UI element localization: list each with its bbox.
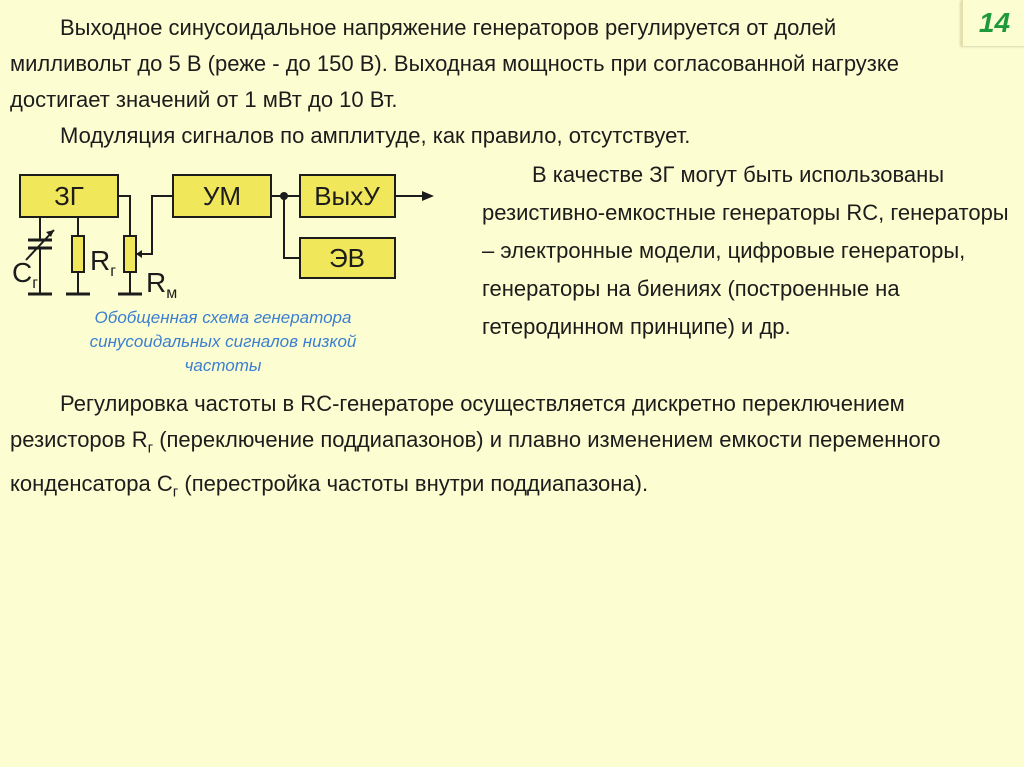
wire-node-to-ev (284, 196, 300, 258)
block-label-zg: ЗГ (54, 181, 84, 211)
paragraph-generator-types (482, 156, 1012, 346)
resistor-rm (124, 236, 136, 272)
paragraph-output-voltage (10, 10, 960, 118)
paragraph-modulation (10, 118, 960, 154)
paragraph-text: Регулировка частоты в RC-генераторе осуществляется дискретно переключением резисторов R (10, 391, 905, 452)
block-label-ev: ЭВ (328, 243, 366, 273)
paragraph-text: (переключение поддиапазонов) и плавно изменением емкости переменного конденсатора C (10, 427, 941, 497)
subscript: г (147, 439, 154, 457)
wire-rm-to-um (136, 196, 173, 254)
diagram-caption: Обобщенная схема генератора синусоидальных сигналов низкой частоты (89, 308, 357, 375)
block-label-um: УМ (202, 181, 242, 211)
block-label-vyhu: ВыхУ (314, 181, 380, 211)
paragraph-frequency-control (10, 386, 1010, 511)
label-rm: $R_м$ (146, 267, 178, 302)
output-arrow (422, 191, 434, 201)
junction-node (280, 192, 288, 200)
wire-zg-to-rm (118, 196, 130, 236)
paragraph-text: Выходное синусоидальное напряжение генераторов регулируется от долей милливольт до 5 В (реже - до 150 В). Выходная мощность при согласованной нагрузке достигает значений от 1 мВт до 10 Вт. (10, 15, 900, 112)
paragraph-text: Модуляция сигналов по амплитуде, как правило, отсутствует. (60, 123, 691, 148)
subscript: г (172, 483, 179, 501)
label-cg: $C_г$ (12, 257, 39, 292)
label-rg: $R_г$ (90, 245, 117, 280)
resistor-rg (72, 236, 84, 272)
generator-block-diagram (0, 160, 480, 310)
page-number: 14 (961, 0, 1024, 46)
paragraph-text: В качестве ЗГ могут быть использованы резистивно-емкостные генераторы RC, генераторы – электронные модели, цифровые генераторы, генераторы на биениях (построенные на гетеродинном принципе) и др. (482, 162, 1009, 339)
paragraph-text: (перестройка частоты внутри поддиапазона). (178, 471, 649, 497)
